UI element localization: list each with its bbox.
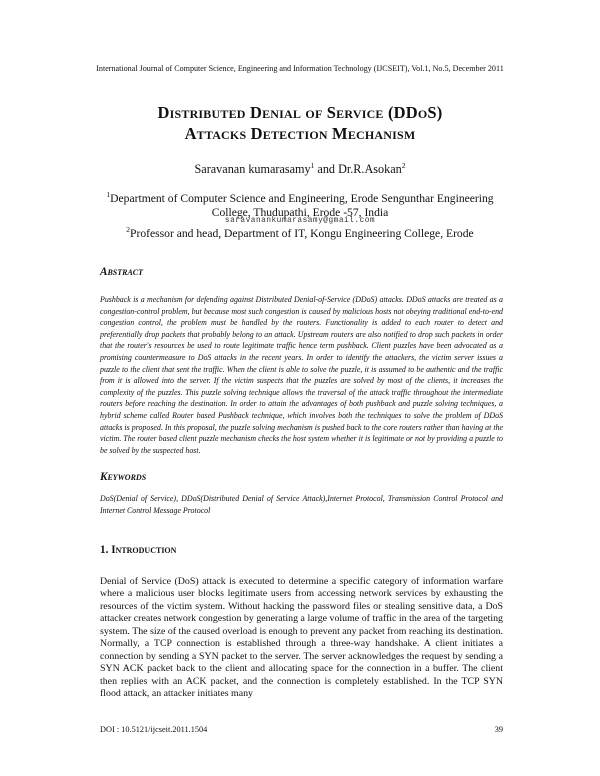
affiliation-1-marker: 1 (106, 190, 111, 199)
journal-header: International Journal of Computer Science, Engineering and Information Technology (IJCSEIT), Vol.1, No.5, December 2011 (96, 64, 504, 73)
author-list (0, 161, 600, 177)
introduction-text: Denial of Service (DoS) attack is executed to determine a specific category of information warfare where a malicious user blocks legitimate users from accessing network services by exhausting the resources of the victim system. Without hacking the password files or stealing sensitive data, a DoS attacker creates network congestion by generating a large volume of traffic in the area of the targeting system. The size of the caused overload is enough to prevent any packet from reaching its destination. Normally, a TCP connection is established through a three-way handshake. A client initiates a connection by sending a SYN packet to the server. The server acknowledges the request by sending a SYN ACK packet back to the client and allocating space for the connection in a buffer. The client then replies with an ACK packet, and the connection is completely established. In the TCP SYN flood attack, an attacker initiates many (100, 576, 503, 700)
abstract-heading: Abstract (100, 266, 144, 278)
paper-title (60, 102, 540, 144)
title-line-1: Distributed Denial of Service (DDoS) (157, 103, 443, 122)
author-1: Saravanan kumarasamy (194, 162, 311, 177)
author-email[interactable]: saravanankumarasamy@gmail.com (224, 217, 376, 225)
introduction-heading (100, 544, 176, 556)
abstract-text: Pushback is a mechanism for defending against Distributed Denial-of-Service (DDoS) attacks. DDoS attacks are treated as a congestion-control problem, but because most such congestion is caused by malicious hosts not obeying traditional end-to-end congestion control, the problem must be handled by the routers. Functionality is added to each router to detect and preferentially drop packets that probably belong to an attack. Upstream routers are also notified to drop such packets in order that the router's resources be used to route legitimate traffic hence term pushback. Client puzzles have been advocated as a promising countermeasure to DoS attacks in the recent years. In order to identify the attackers, the victim server issues a puzzle to the client that sent the traffic. When the client is able to solve the puzzle, it is assumed to be authentic and the traffic from it is allowed into the server. If the victim suspects that the puzzles are solved by most of the clients, it increases the complexity of the puzzles. This puzzle solving technique allows the traversal of the attack traffic throughout the intermediate routers before reaching the destination. In order to attain the advantages of both pushback and puzzle solving techniques, a hybrid scheme called Router based Pushback technique, which involves both the techniques to solve the problem of DDoS attacks is proposed. In this proposal, the puzzle solving mechanism is pushed back to the core routers rather than having at the victim. The router based client puzzle mechanism checks the host system whether it is legitimate or not by providing a puzzle to be solved by the suspected host. (100, 295, 503, 455)
affiliation-1-text: Department of Computer Science and Engineering, Erode Sengunthar Engineering College, Thudupathi, Erode -57, India (110, 191, 494, 219)
author-1-marker: 1 (310, 161, 315, 170)
author-2: Dr.R.Asokan (338, 162, 402, 177)
affiliation-2-text: Professor and head, Department of IT, Kongu Engineering College, Erode (130, 226, 474, 240)
title-line-2: Attacks Detection Mechanism (184, 124, 416, 143)
author-2-marker: 2 (401, 161, 406, 170)
footer-doi: DOI : 10.5121/ijcseit.2011.1504 (100, 725, 208, 734)
section-title: Introduction (111, 544, 177, 556)
keywords-text: DoS(Denial of Service), DDoS(Distributed Denial of Service Attack),Internet Protocol, Transmission Control Protocol and Internet Control Message Protocol (100, 494, 503, 515)
affiliation-2 (0, 225, 600, 240)
affiliation-1 (100, 188, 500, 220)
page-number: 39 (494, 725, 503, 734)
keywords-heading: Keywords (100, 471, 147, 483)
section-number: 1. (100, 544, 112, 556)
author-connector: and (314, 162, 339, 177)
affiliation-2-marker: 2 (126, 225, 131, 234)
